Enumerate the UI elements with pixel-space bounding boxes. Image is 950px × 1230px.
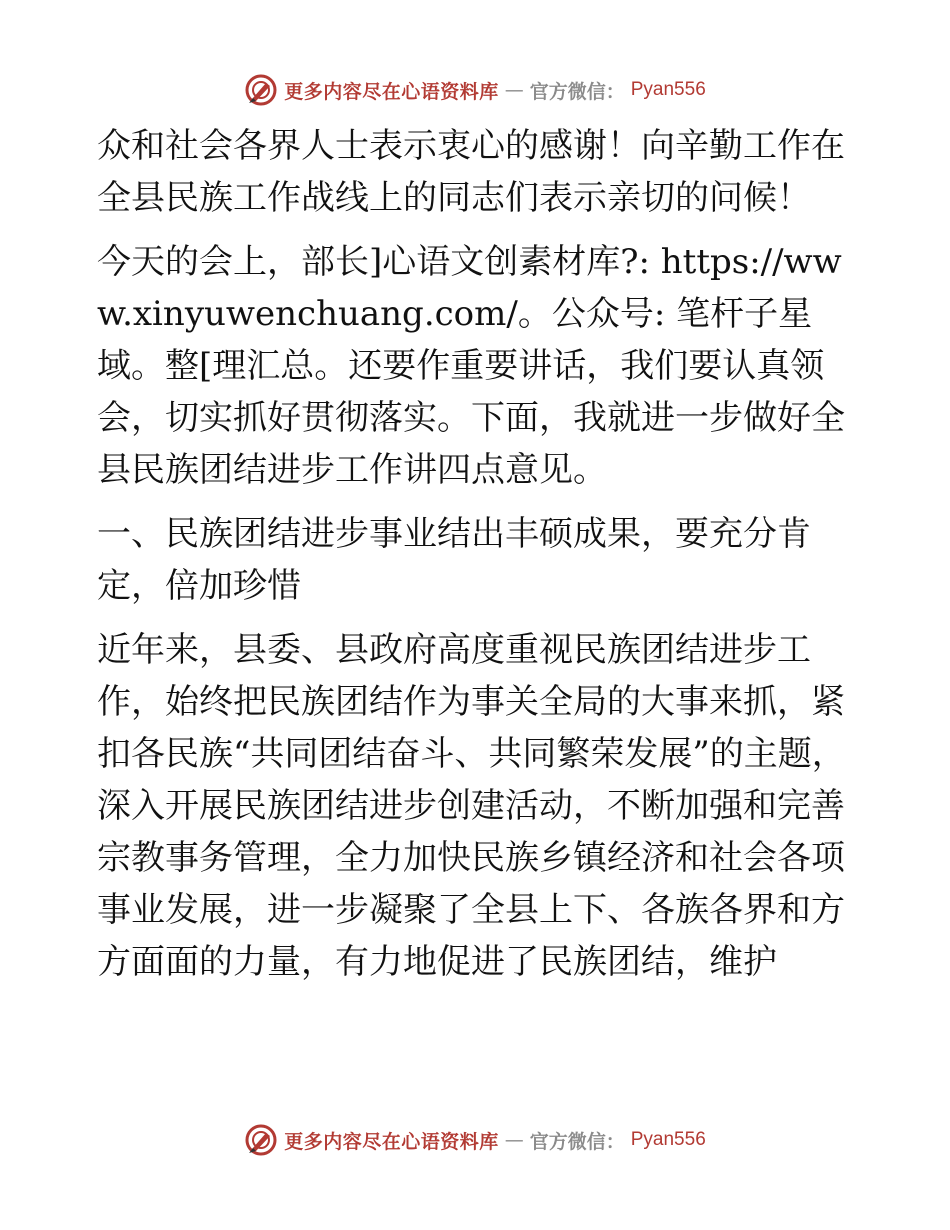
pen-logo-icon (244, 73, 278, 107)
footer-wechat-label: 官方微信： (529, 1130, 625, 1153)
header-banner-separator: — (504, 79, 524, 101)
header-banner-text: 更多内容尽在心语资料库 (284, 80, 499, 103)
header-wechat-id: Pyan556 (630, 79, 706, 100)
paragraph-2: 今天的会上，部长]心语文创素材库?: https://www.xinyuwenchuang.com/。公众号: 笔杆子星域。整[理汇总。还要作重要讲话，我们要认真领会，切实抓好贯彻落实。下面，我就进一步做好全县民族团结进步工作讲四点意见。 (97, 242, 845, 490)
footer-banner (244, 1123, 706, 1157)
footer-banner-text: 更多内容尽在心语资料库 (284, 1130, 499, 1153)
header-banner (244, 73, 706, 107)
page-header-banner (0, 70, 950, 110)
pen-logo-icon (244, 1123, 278, 1157)
footer-banner-separator: — (504, 1129, 524, 1151)
document-body (97, 120, 857, 1000)
header-wechat-label: 官方微信： (529, 80, 625, 103)
page-footer-banner (0, 1120, 950, 1160)
section-heading-1: 一、民族团结进步事业结出丰硕成果，要充分肯定，倍加珍惜 (97, 514, 811, 606)
paragraph-3: 近年来，县委、县政府高度重视民族团结进步工作，始终把民族团结作为事关全局的大事来抓，紧扣各民族“共同团结奋斗、共同繁荣发展”的主题，深入开展民族团结进步创建活动，不断加强和完善宗教事务管理，全力加快民族乡镇经济和社会各项事业发展，进一步凝聚了全县上下、各族各界和方方面面的力量，有力地促进了民族团结，维护 (97, 630, 846, 982)
paragraph-1: 众和社会各界人士表示衷心的感谢！向辛勤工作在全县民族工作战线上的同志们表示亲切的问候！ (97, 126, 845, 218)
footer-wechat-id: Pyan556 (630, 1129, 706, 1150)
